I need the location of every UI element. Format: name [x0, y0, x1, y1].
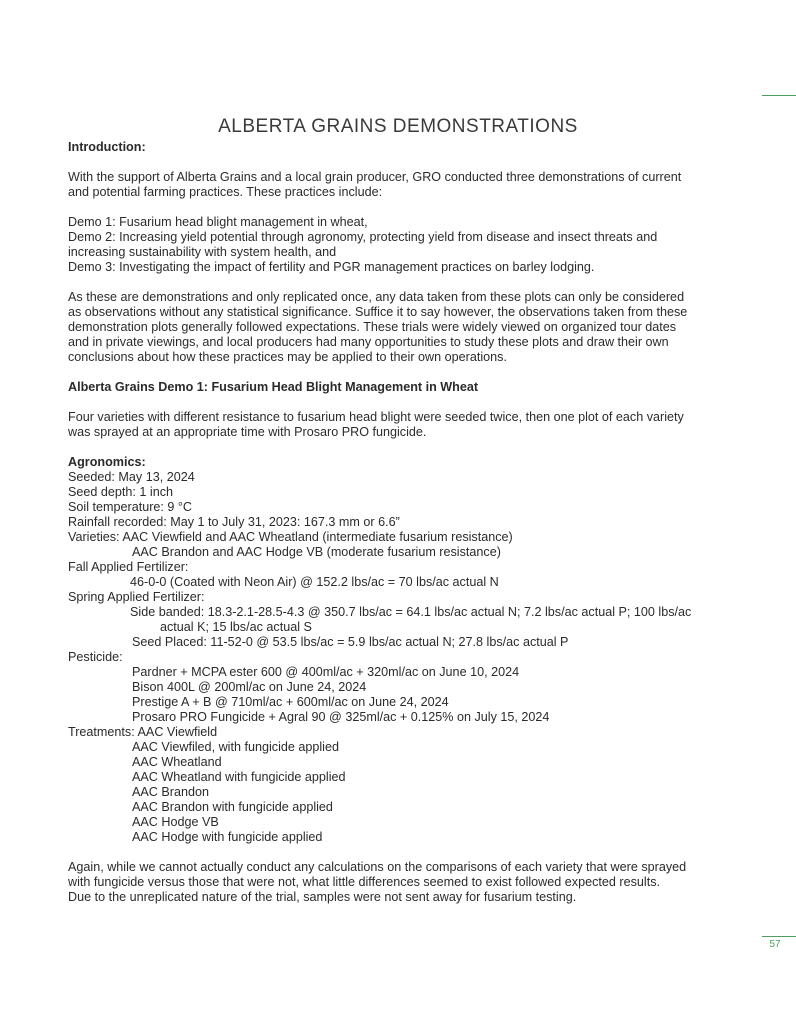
treatment-item: AAC Wheatland with fungicide applied	[132, 770, 346, 784]
pesticide-label: Pesticide:	[68, 650, 123, 664]
text-line: Four varieties with different resistance to fusarium head blight were seeded twice, then one plot of each variety	[68, 410, 684, 424]
agronomics-heading: Agronomics:	[68, 455, 146, 469]
text-line: demonstration plots generally followed expectations. These trials were widely viewed on organized tour dates	[68, 320, 677, 334]
text-line: conclusions about how these practices may be applied to their own operations.	[68, 350, 507, 364]
text-line: and in private viewings, and local producers had many opportunities to study these plots and draw their own	[68, 335, 669, 349]
demo-list-item: increasing sustainability with system health, and	[68, 245, 337, 259]
treatment-item: AAC Brandon	[132, 785, 210, 799]
text-line: Due to the unreplicated nature of the trial, samples were not sent away for fusarium testing.	[68, 890, 577, 904]
observations-paragraph	[68, 290, 733, 365]
side-banded-detail: actual K; 15 lbs/ac actual S	[160, 620, 312, 634]
page-number: 57	[769, 939, 781, 950]
top-accent-rule	[762, 95, 796, 96]
varieties-line: Varieties: AAC Viewfield and AAC Wheatland (intermediate fusarium resistance)	[68, 530, 513, 544]
demo1-description	[68, 410, 733, 440]
varieties-line: AAC Brandon and AAC Hodge VB (moderate fusarium resistance)	[132, 545, 501, 559]
treatments-label: Treatments: AAC Viewfield	[68, 725, 218, 739]
treatment-item: AAC Brandon with fungicide applied	[132, 800, 333, 814]
fall-fertilizer-detail: 46-0-0 (Coated with Neon Air) @ 152.2 lbs/ac = 70 lbs/ac actual N	[130, 575, 499, 589]
page-title: ALBERTA GRAINS DEMONSTRATIONS	[218, 115, 578, 137]
treatment-item: AAC Hodge with fungicide applied	[132, 830, 323, 844]
pesticide-item: Pardner + MCPA ester 600 @ 400ml/ac + 320ml/ac on June 10, 2024	[132, 665, 520, 679]
treatment-item: AAC Wheatland	[132, 755, 222, 769]
conclusion-paragraph	[68, 860, 733, 905]
rainfall-recorded: Rainfall recorded: May 1 to July 31, 2023: 167.3 mm or 6.6”	[68, 515, 400, 529]
document-body	[68, 140, 733, 905]
text-line: Again, while we cannot actually conduct any calculations on the comparisons of each variety that were sprayed	[68, 860, 687, 874]
seed-depth: Seed depth: 1 inch	[68, 485, 174, 499]
text-line: and potential farming practices. These practices include:	[68, 185, 383, 199]
text-line: As these are demonstrations and only replicated once, any data taken from these plots can only be considered	[68, 290, 685, 304]
treatment-item: AAC Viewfiled, with fungicide applied	[132, 740, 339, 754]
introduction-paragraph	[68, 170, 733, 200]
text-line: was sprayed at an appropriate time with Prosaro PRO fungicide.	[68, 425, 427, 439]
fall-fertilizer-label: Fall Applied Fertilizer:	[68, 560, 189, 574]
introduction-heading: Introduction:	[68, 140, 146, 154]
demo1-heading: Alberta Grains Demo 1: Fusarium Head Blight Management in Wheat	[68, 380, 479, 394]
pesticide-item: Prestige A + B @ 710ml/ac + 600ml/ac on June 24, 2024	[132, 695, 449, 709]
demo-list-item: Demo 3: Investigating the impact of fertility and PGR management practices on barley lodging.	[68, 260, 595, 274]
pesticide-item: Prosaro PRO Fungicide + Agral 90 @ 325ml/ac + 0.125% on July 15, 2024	[132, 710, 550, 724]
demo-list-item: Demo 1: Fusarium head blight management in wheat,	[68, 215, 368, 229]
soil-temperature: Soil temperature: 9 °C	[68, 500, 193, 514]
bottom-accent-rule	[762, 936, 796, 937]
text-line: with fungicide versus those that were not, what little differences seemed to exist followed expected results.	[68, 875, 660, 889]
text-line: With the support of Alberta Grains and a local grain producer, GRO conducted three demonstrations of current	[68, 170, 682, 184]
seed-placed-detail: Seed Placed: 11-52-0 @ 53.5 lbs/ac = 5.9 lbs/ac actual N; 27.8 lbs/ac actual P	[132, 635, 569, 649]
side-banded-detail: Side banded: 18.3-2.1-28.5-4.3 @ 350.7 lbs/ac = 64.1 lbs/ac actual N; 7.2 lbs/ac actual P; 100 lbs/ac	[130, 605, 692, 619]
text-line: as observations without any statistical significance. Suffice it to say however, the observations taken from these	[68, 305, 688, 319]
spring-fertilizer-label: Spring Applied Fertilizer:	[68, 590, 205, 604]
demo-list	[68, 215, 733, 275]
demo-list-item: Demo 2: Increasing yield potential through agronomy, protecting yield from disease and insect threats and	[68, 230, 658, 244]
seeded-date: Seeded: May 13, 2024	[68, 470, 195, 484]
pesticide-item: Bison 400L @ 200ml/ac on June 24, 2024	[132, 680, 367, 694]
treatment-item: AAC Hodge VB	[132, 815, 219, 829]
